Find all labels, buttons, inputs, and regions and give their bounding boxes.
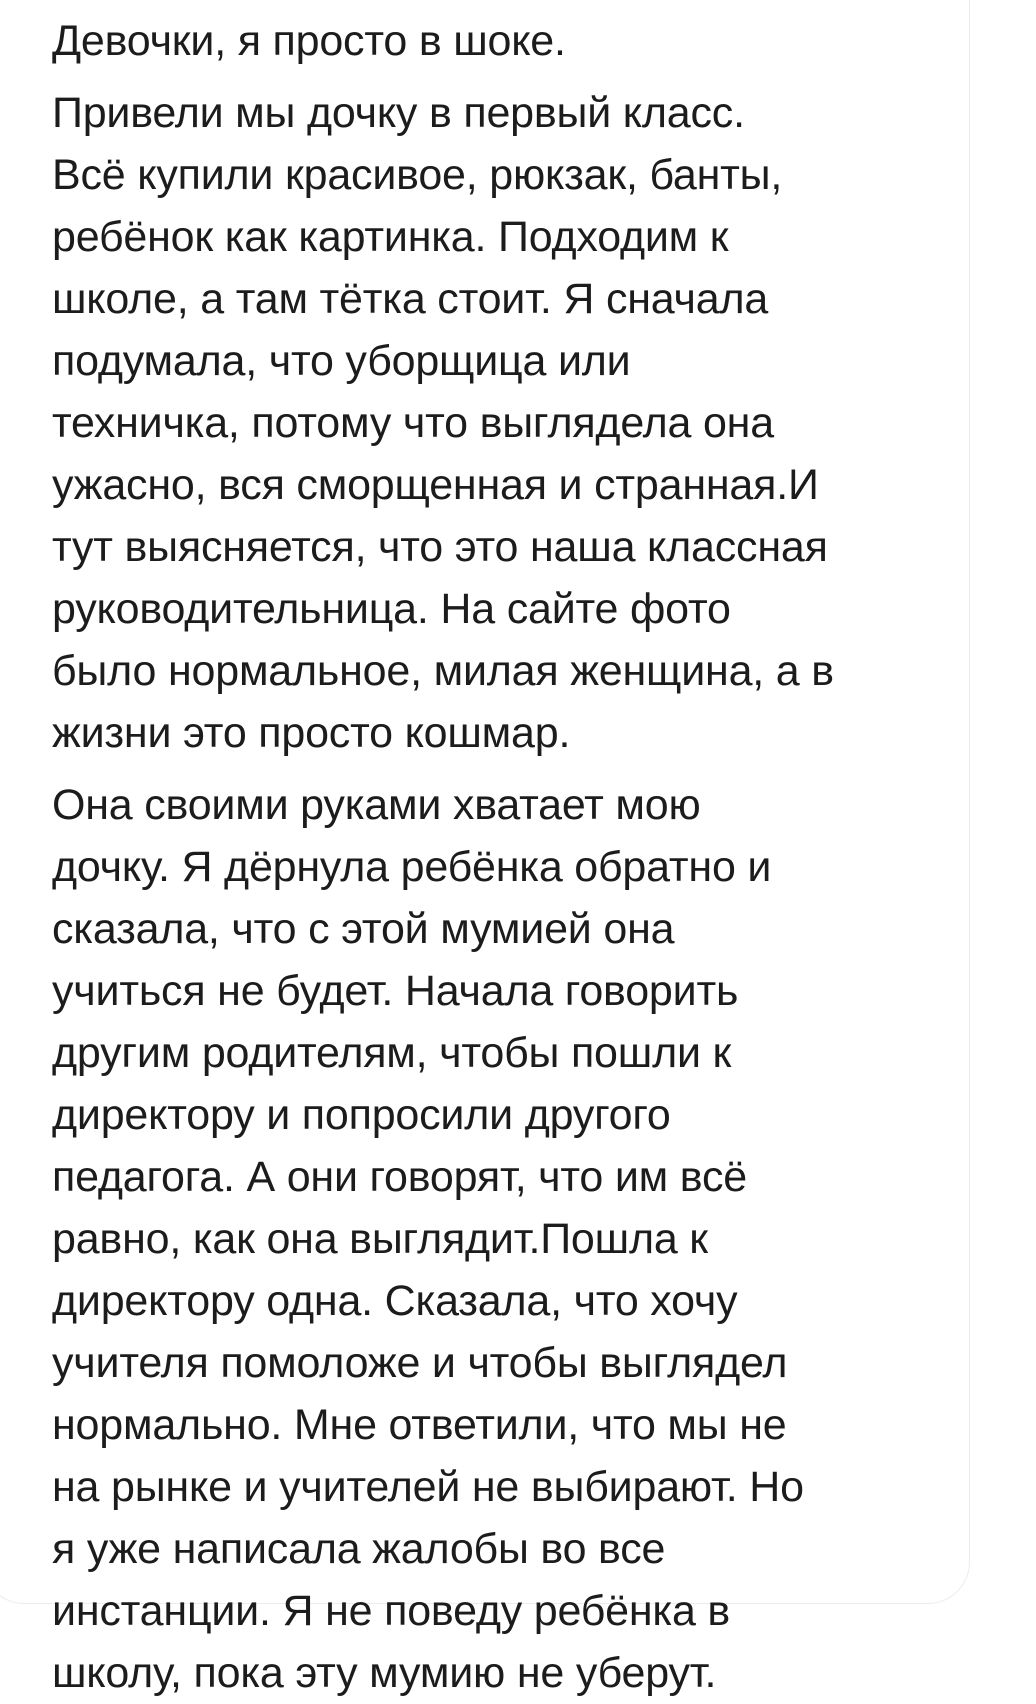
- message-line: директору и попросили другого: [52, 1091, 671, 1139]
- message-line: руководительница. На сайте фото: [52, 585, 731, 633]
- message-line: на рынке и учителей не выбирают. Но: [52, 1463, 804, 1511]
- message-line: Всё купили красивое, рюкзак, банты,: [52, 151, 783, 199]
- message-line: равно, как она выглядит.Пошла к: [52, 1215, 708, 1263]
- message-line: я уже написала жалобы во все: [52, 1525, 666, 1573]
- message-line: Она своими руками хватает мою: [52, 781, 701, 829]
- message-line: ужасно, вся сморщенная и странная.И: [52, 461, 819, 509]
- message-line: подумала, что уборщица или: [52, 337, 631, 385]
- paragraph-complaint: [52, 774, 932, 1704]
- message-text: [52, 10, 932, 1704]
- message-line: педагога. А они говорят, что им всё: [52, 1153, 747, 1201]
- message-line: школе, а там тётка стоит. Я сначала: [52, 275, 769, 323]
- message-line: школу, пока эту мумию не уберут.: [52, 1649, 717, 1697]
- message-line: Привели мы дочку в первый класс.: [52, 89, 745, 137]
- message-line: Девочки, я просто в шоке.: [52, 17, 566, 65]
- paragraph-story: [52, 82, 932, 764]
- message-line: было нормальное, милая женщина, а в: [52, 647, 834, 695]
- message-line: учителя помоложе и чтобы выглядел: [52, 1339, 788, 1387]
- message-line: другим родителям, чтобы пошли к: [52, 1029, 732, 1077]
- message-line: директору одна. Сказала, что хочу: [52, 1277, 738, 1325]
- message-line: жизни это просто кошмар.: [52, 709, 571, 757]
- message-line: инстанции. Я не поведу ребёнка в: [52, 1587, 731, 1635]
- message-line: ребёнок как картинка. Подходим к: [52, 213, 729, 261]
- message-line: нормально. Мне ответили, что мы не: [52, 1401, 787, 1449]
- paragraph-greeting: [52, 10, 932, 72]
- message-line: сказала, что с этой мумией она: [52, 905, 675, 953]
- message-line: тут выясняется, что это наша классная: [52, 523, 828, 571]
- message-line: техничка, потому что выглядела она: [52, 399, 774, 447]
- message-line: дочку. Я дёрнула ребёнка обратно и: [52, 843, 772, 891]
- message-line: учиться не будет. Начала говорить: [52, 967, 739, 1015]
